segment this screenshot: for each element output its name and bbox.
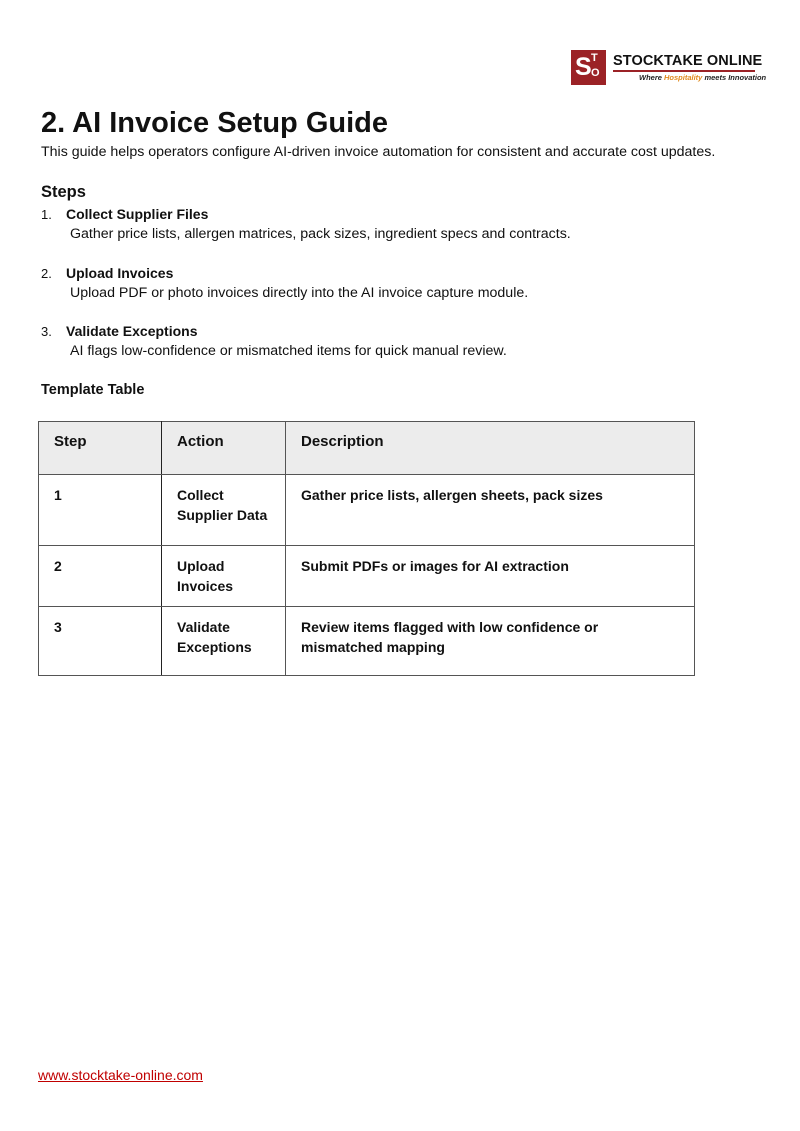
cell-action: Collect Supplier Data xyxy=(162,475,286,546)
table-header-row xyxy=(39,422,695,475)
brand-rule xyxy=(613,70,755,72)
cell-step: 1 xyxy=(39,475,162,546)
cell-action: Validate Exceptions xyxy=(162,607,286,676)
step-title: Upload Invoices xyxy=(66,265,174,281)
tagline-highlight: Hospitality xyxy=(664,73,703,82)
cell-step: 2 xyxy=(39,546,162,607)
table-row xyxy=(39,475,695,546)
step-title: Collect Supplier Files xyxy=(66,206,209,222)
website-link[interactable]: www.stocktake-online.com xyxy=(38,1067,203,1083)
template-table xyxy=(38,421,695,676)
cell-description: Gather price lists, allergen sheets, pack sizes xyxy=(286,475,695,546)
intro-paragraph: This guide helps operators configure AI-driven invoice automation for consistent and accurate cost updates. xyxy=(41,144,716,160)
logo-mark xyxy=(571,50,606,85)
table-heading: Template Table xyxy=(41,382,145,398)
logo-letter-t: T xyxy=(591,52,598,64)
page-title: 2. AI Invoice Setup Guide xyxy=(41,107,388,139)
logo-letter-o: O xyxy=(591,67,600,79)
step-number: 2. xyxy=(41,266,52,281)
tagline-suffix: meets Innovation xyxy=(704,73,767,82)
header-description: Description xyxy=(286,422,695,475)
step-number: 1. xyxy=(41,207,52,222)
cell-action: Upload Invoices xyxy=(162,546,286,607)
brand-name: STOCKTAKE ONLINE xyxy=(613,53,763,69)
table-row xyxy=(39,607,695,676)
header-action: Action xyxy=(162,422,286,475)
brand-tagline xyxy=(639,73,766,83)
logo-letter-s: S xyxy=(575,53,592,81)
step-description: AI flags low-confidence or mismatched items for quick manual review. xyxy=(70,343,507,359)
step-description: Gather price lists, allergen matrices, pack sizes, ingredient specs and contracts. xyxy=(70,226,571,242)
step-title: Validate Exceptions xyxy=(66,323,198,339)
table-row xyxy=(39,546,695,607)
step-number: 3. xyxy=(41,324,52,339)
cell-step: 3 xyxy=(39,607,162,676)
header-step: Step xyxy=(39,422,162,475)
tagline-prefix: Where xyxy=(639,73,662,82)
steps-heading: Steps xyxy=(41,183,86,201)
brand-logo xyxy=(571,50,767,86)
cell-description: Submit PDFs or images for AI extraction xyxy=(286,546,695,607)
cell-description: Review items flagged with low confidence or mismatched mapping xyxy=(286,607,695,676)
step-description: Upload PDF or photo invoices directly into the AI invoice capture module. xyxy=(70,285,529,301)
